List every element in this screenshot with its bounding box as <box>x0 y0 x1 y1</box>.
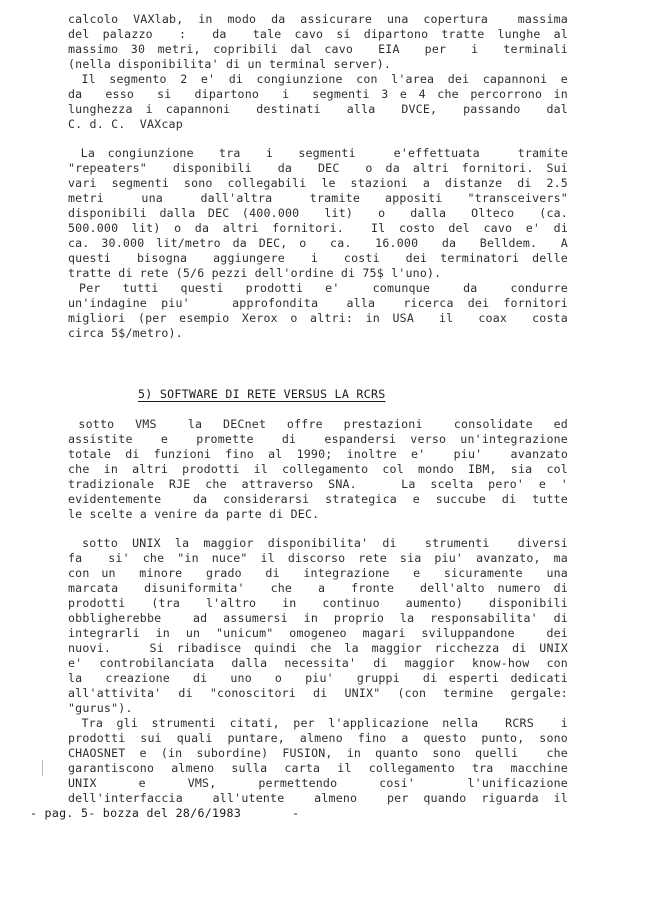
text-line: "repeaters" disponibili da DEC o da altri fornitori. Sui <box>68 161 568 175</box>
text-line: la creazione di uno o piu' gruppi di esperti dedicati <box>68 671 568 685</box>
text-line: da esso si dipartono i segmenti 3 e 4 che percorrono in <box>68 87 568 101</box>
text-line: dell'interfaccia all'utente almeno per quando riguarda il <box>68 791 568 805</box>
text-line: nuovi. Si ribadisce quindi che la maggior ricchezza di UNIX <box>68 641 568 655</box>
text-line: sotto UNIX la maggior disponibilita' di strumenti diversi <box>68 536 568 550</box>
text-line: ca. 30.000 lit/metro da DEC, o ca. 16.000 da Belldem. A <box>68 236 568 250</box>
text-line: evidentemente da considerarsi strategica e succube di tutte <box>68 492 568 506</box>
text-line: circa 5$/metro). <box>68 326 183 340</box>
text-line: lunghezza i capannoni destinati alla DVCE, passando dal <box>68 102 568 116</box>
margin-mark <box>42 760 43 776</box>
text-line: assistite e promette di espandersi verso un'integrazione <box>68 432 568 446</box>
text-line: del palazzo : da tale cavo si dipartono tratte lunghe al <box>68 27 568 41</box>
text-line: fa si' che "in nuce" il discorso rete sia piu' avanzato, ma <box>68 551 568 565</box>
text-line: "gurus"). <box>68 701 133 715</box>
text-line: un'indagine piu' approfondita alla ricerca dei fornitori <box>68 296 568 310</box>
text-line: La congiunzione tra i segmenti e'effettuata tramite <box>68 146 568 160</box>
text-line: prodotti (tra l'altro in continuo aumento) disponibili <box>68 596 568 610</box>
text-line: all'attivita' di "conoscitori di UNIX" (con termine gergale: <box>68 686 568 700</box>
text-line: Il segmento 2 e' di congiunzione con l'area dei capannoni e <box>68 72 568 86</box>
text-line: C. d. C. VAXcap <box>68 117 183 131</box>
text-line: che in altri prodotti il collegamento col mondo IBM, sia col <box>68 462 568 476</box>
section-heading: 5) SOFTWARE DI RETE VERSUS LA RCRS <box>138 387 386 401</box>
text-line: (nella disponibilita' di un terminal server). <box>68 57 392 71</box>
text-line: UNIX e VMS, permettendo cosi' l'unificazione <box>68 776 568 790</box>
text-line: CHAOSNET e (in subordine) FUSION, in quanto sono quelli che <box>68 746 568 760</box>
text-line: obbligherebbe ad assumersi in proprio la responsabilita' di <box>68 611 568 625</box>
text-line: 500.000 lit) o da altri fornitori. Il costo del cavo e' di <box>68 221 568 235</box>
text-line: integrarli in un "unicum" omogeneo magari sviluppandone dei <box>68 626 568 640</box>
text-line: tratte di rete (5/6 pezzi dell'ordine di 75$ l'uno). <box>68 266 442 280</box>
text-line: e' controbilanciata dalla necessita' di maggior know-how con <box>68 656 568 670</box>
text-line: vari segmenti sono collegabili le stazioni a distanze di 2.5 <box>68 176 568 190</box>
text-line: metri una dall'altra tramite appositi "transceivers" <box>68 191 568 205</box>
text-line: le scelte a venire da parte di DEC. <box>68 507 320 521</box>
text-line: prodotti sui quali puntare, almeno fino a questo punto, sono <box>68 731 568 745</box>
text-line: disponibili dalla DEC (400.000 lit) o dalla Olteco (ca. <box>68 206 568 220</box>
text-line: con un minore grado di integrazione e sicuramente una <box>68 566 568 580</box>
text-line: calcolo VAXlab, in modo da assicurare una copertura massima <box>68 12 568 26</box>
text-line: massimo 30 metri, copribili dal cavo EIA per i terminali <box>68 42 568 56</box>
text-line: totale di funzioni fino al 1990; inoltre e' piu' avanzato <box>68 447 568 461</box>
page-footer: - pag. 5- bozza del 28/6/1983 - <box>30 806 300 820</box>
text-line: tradizionale RJE che attraverso SNA. La scelta pero' e ' <box>68 477 568 491</box>
text-line: Tra gli strumenti citati, per l'applicazione nella RCRS i <box>68 716 568 730</box>
text-line: garantiscono almeno sulla carta il collegamento tra macchine <box>68 761 568 775</box>
text-line: migliori (per esempio Xerox o altri: in USA il coax costa <box>68 311 568 325</box>
text-line: Per tutti questi prodotti e' comunque da condurre <box>68 281 568 295</box>
text-line: questi bisogna aggiungere i costi dei terminatori delle <box>68 251 568 265</box>
text-line: marcata disuniformita' che a fronte dell'alto numero di <box>68 581 568 595</box>
text-line: sotto VMS la DECnet offre prestazioni consolidate ed <box>68 417 568 431</box>
